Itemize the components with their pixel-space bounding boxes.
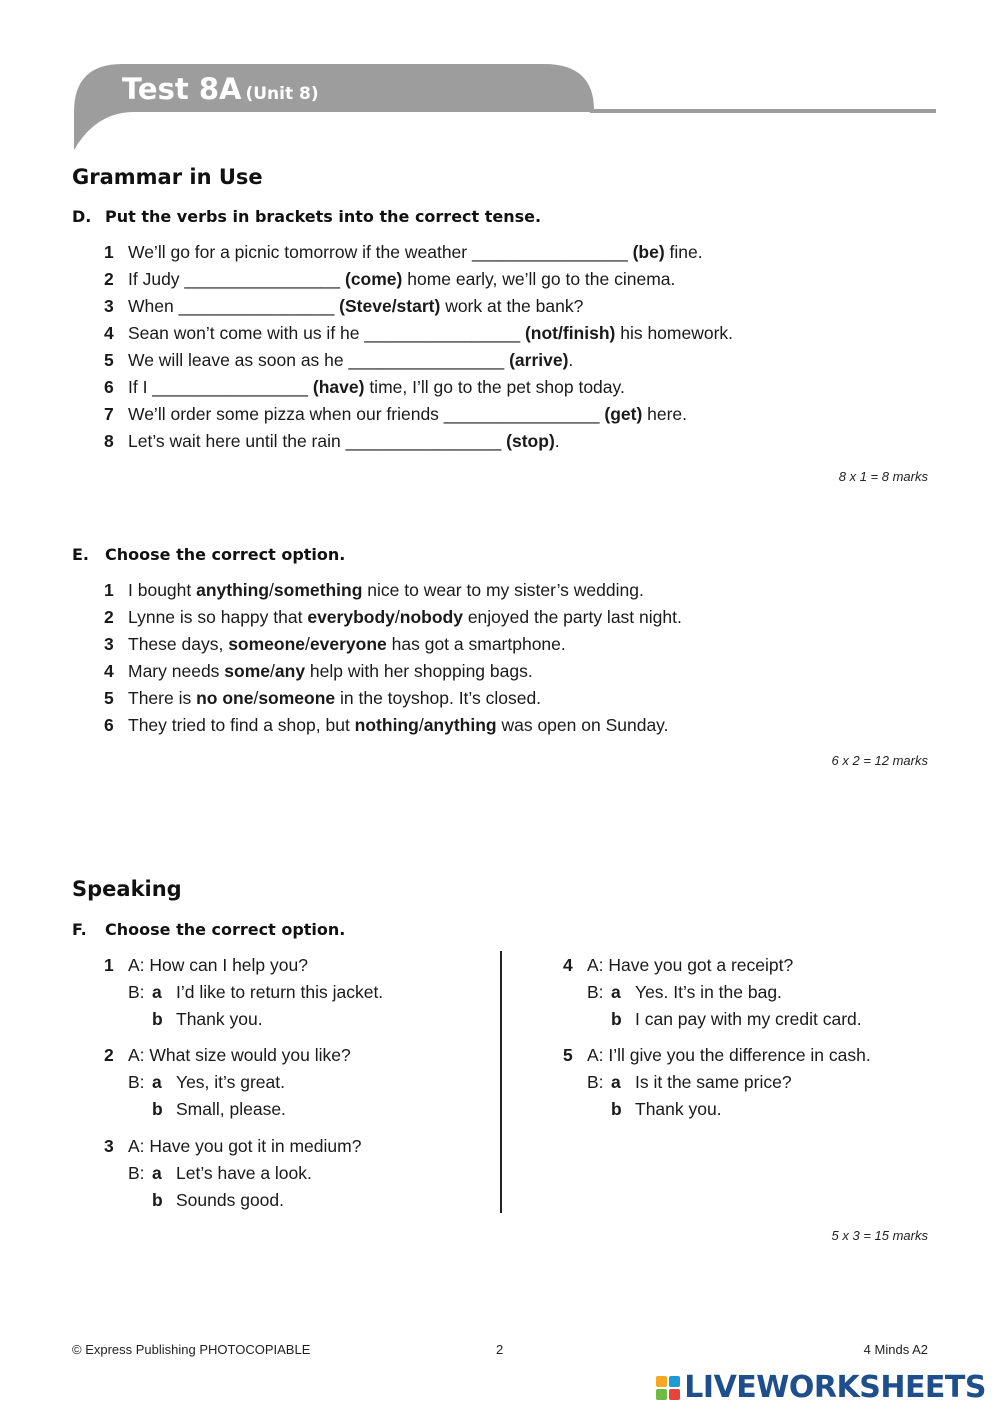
dialogue-option-b[interactable] [152, 1009, 263, 1030]
option-letter-b: b [152, 1190, 163, 1210]
item-number: 7 [104, 404, 114, 424]
item-number: 6 [104, 377, 114, 397]
option-letter-b: b [611, 1099, 622, 1119]
speaker-a-line: A: I’ll give you the difference in cash. [587, 1045, 871, 1065]
speaker-b-label: B: [128, 1072, 145, 1092]
dialogue-prompt [563, 955, 793, 976]
speaker-a-line: A: Have you got it in medium? [128, 1136, 362, 1156]
option-separator: / [270, 661, 275, 681]
dialogue-option-b[interactable] [611, 1099, 722, 1120]
option-letter-b: b [611, 1009, 622, 1029]
option-letter-a: a [611, 982, 621, 1002]
item-number: 8 [104, 431, 114, 451]
item-text-end: enjoyed the party last night. [462, 607, 682, 627]
item-text: If Judy ________________ [128, 269, 345, 289]
item-text: Lynne is so happy that [128, 607, 308, 627]
item-text-end: fine. [664, 242, 703, 262]
item-number: 1 [104, 580, 114, 600]
unit-label: (Unit 8) [245, 84, 319, 104]
dialogue-number: 5 [563, 1045, 573, 1065]
task-e-item [104, 580, 644, 601]
option-separator: / [394, 607, 400, 627]
verb-prompt: (get) [604, 404, 643, 424]
option-2[interactable]: everyone [309, 634, 387, 654]
speaker-b-label: B: [128, 1163, 145, 1183]
liveworksheets-logo[interactable] [656, 1370, 986, 1405]
task-d-item [104, 296, 583, 317]
item-number: 3 [104, 296, 114, 316]
option-1[interactable]: nothing [354, 715, 419, 735]
dialogue-prompt [104, 1045, 351, 1066]
section-title-speaking: Speaking [72, 877, 182, 901]
option-b-text: Thank you. [635, 1099, 722, 1119]
verb-prompt: (come) [345, 269, 403, 289]
dialogue-option-a[interactable] [128, 982, 383, 1003]
option-separator: / [253, 688, 259, 708]
brand-icon [656, 1376, 680, 1400]
option-a-text: I’d like to return this jacket. [176, 982, 384, 1002]
dialogue-option-b[interactable] [611, 1009, 862, 1030]
item-number: 5 [104, 350, 114, 370]
speaker-a-line: A: How can I help you? [128, 955, 308, 975]
brand-text: LIVEWORKSHEETS [684, 1370, 986, 1405]
option-letter-b: b [152, 1099, 163, 1119]
item-number: 2 [104, 607, 114, 627]
option-letter-a: a [152, 982, 162, 1002]
dialogue-number: 2 [104, 1045, 114, 1065]
option-separator: / [418, 715, 424, 735]
dialogue-option-a[interactable] [587, 1072, 792, 1093]
item-text: If I ________________ [128, 377, 313, 397]
dialogue-option-b[interactable] [152, 1190, 284, 1211]
header-rule [590, 109, 936, 113]
option-2[interactable]: someone [258, 688, 336, 708]
verb-prompt: (not/finish) [524, 323, 616, 343]
item-text: Let’s wait here until the rain ________________ [128, 431, 507, 451]
option-letter-a: a [152, 1072, 162, 1092]
task-d-item [104, 377, 625, 398]
option-separator: / [305, 634, 310, 654]
speaker-b-label: B: [128, 982, 145, 1002]
task-f-marks: 5 x 3 = 15 marks [831, 1228, 928, 1243]
item-text: We’ll order some pizza when our friends ________________ [128, 404, 605, 424]
item-text-end: his homework. [615, 323, 734, 343]
item-text-end: in the toyshop. It’s closed. [335, 688, 542, 708]
item-text: I bought [128, 580, 197, 600]
item-text: When ________________ [128, 296, 340, 316]
dialogue-prompt [104, 955, 308, 976]
column-divider [500, 951, 502, 1213]
task-f-heading: F. Choose the correct option. [72, 920, 346, 939]
task-d-item [104, 431, 560, 452]
option-letter-b: b [152, 1009, 163, 1029]
item-number: 2 [104, 269, 114, 289]
option-a-text: Yes, it’s great. [176, 1072, 285, 1092]
dialogue-prompt [104, 1136, 361, 1157]
test-title: Test 8A (Unit 8) [122, 72, 319, 106]
option-2[interactable]: anything [423, 715, 497, 735]
option-1[interactable]: no one [196, 688, 254, 708]
item-text-end: has got a smartphone. [386, 634, 566, 654]
option-2[interactable]: any [274, 661, 306, 681]
option-b-text: Small, please. [176, 1099, 286, 1119]
item-text-end: here. [642, 404, 688, 424]
item-text-end: . [568, 350, 574, 370]
dialogue-number: 4 [563, 955, 573, 975]
option-2[interactable]: something [273, 580, 363, 600]
dialogue-option-a[interactable] [128, 1163, 312, 1184]
option-2[interactable]: nobody [399, 607, 463, 627]
option-1[interactable]: anything [196, 580, 270, 600]
item-text: They tried to find a shop, but [128, 715, 355, 735]
verb-prompt: (arrive) [509, 350, 569, 370]
item-text-end: help with her shopping bags. [305, 661, 533, 681]
item-text: We’ll go for a picnic tomorrow if the weather ________________ [128, 242, 633, 262]
verb-prompt: (Steve/start) [339, 296, 441, 316]
option-b-text: I can pay with my credit card. [635, 1009, 862, 1029]
task-e-item [104, 634, 566, 655]
dialogue-option-a[interactable] [128, 1072, 285, 1093]
task-e-heading: E. Choose the correct option. [72, 545, 346, 564]
speaker-b-label: B: [587, 1072, 604, 1092]
task-e-item [104, 607, 682, 628]
option-1[interactable]: someone [228, 634, 306, 654]
option-letter-a: a [152, 1163, 162, 1183]
task-d-item [104, 242, 703, 263]
option-letter-a: a [611, 1072, 621, 1092]
item-number: 4 [104, 661, 114, 681]
option-a-text: Is it the same price? [635, 1072, 792, 1092]
task-d-item [104, 350, 573, 371]
task-d-item [104, 323, 733, 344]
item-text: We will leave as soon as he ________________ [128, 350, 510, 370]
speaker-b-label: B: [587, 982, 604, 1002]
option-separator: / [269, 580, 274, 600]
footer-book-title: 4 Minds A2 [863, 1342, 928, 1357]
task-e-item [104, 661, 533, 682]
item-number: 3 [104, 634, 114, 654]
item-text: Sean won’t come with us if he ________________ [128, 323, 525, 343]
item-text-end: . [554, 431, 560, 451]
item-text: These days, [128, 634, 229, 654]
option-1[interactable]: some [224, 661, 271, 681]
task-d-item [104, 404, 687, 425]
verb-prompt: (stop) [506, 431, 555, 451]
footer-copyright: © Express Publishing PHOTOCOPIABLE [72, 1342, 311, 1357]
item-text-end: nice to wear to my sister’s wedding. [362, 580, 644, 600]
task-d-item [104, 269, 675, 290]
item-text: There is [128, 688, 197, 708]
footer-page-number: 2 [496, 1342, 504, 1357]
verb-prompt: (have) [312, 377, 365, 397]
task-e-item [104, 688, 541, 709]
item-number: 1 [104, 242, 114, 262]
task-e-marks: 6 x 2 = 12 marks [831, 753, 928, 768]
option-a-text: Let’s have a look. [176, 1163, 312, 1183]
item-text-end: home early, we’ll go to the cinema. [402, 269, 676, 289]
section-title-grammar: Grammar in Use [72, 165, 263, 189]
speaker-a-line: A: What size would you like? [128, 1045, 351, 1065]
speaker-a-line: A: Have you got a receipt? [587, 955, 794, 975]
dialogue-option-a[interactable] [587, 982, 782, 1003]
item-number: 4 [104, 323, 114, 343]
item-text-end: was open on Sunday. [496, 715, 669, 735]
dialogue-prompt [563, 1045, 871, 1066]
task-e-item [104, 715, 669, 736]
task-d-marks: 8 x 1 = 8 marks [838, 469, 928, 484]
item-number: 6 [104, 715, 114, 735]
item-text-end: time, I’ll go to the pet shop today. [364, 377, 625, 397]
item-text-end: work at the bank? [440, 296, 584, 316]
dialogue-number: 3 [104, 1136, 114, 1156]
dialogue-option-b[interactable] [152, 1099, 286, 1120]
dialogue-number: 1 [104, 955, 114, 975]
option-1[interactable]: everybody [307, 607, 395, 627]
option-a-text: Yes. It’s in the bag. [635, 982, 782, 1002]
task-d-heading: D. Put the verbs in brackets into the correct tense. [72, 207, 542, 226]
verb-prompt: (be) [632, 242, 665, 262]
option-b-text: Sounds good. [176, 1190, 285, 1210]
option-b-text: Thank you. [176, 1009, 263, 1029]
item-text: Mary needs [128, 661, 225, 681]
item-number: 5 [104, 688, 114, 708]
